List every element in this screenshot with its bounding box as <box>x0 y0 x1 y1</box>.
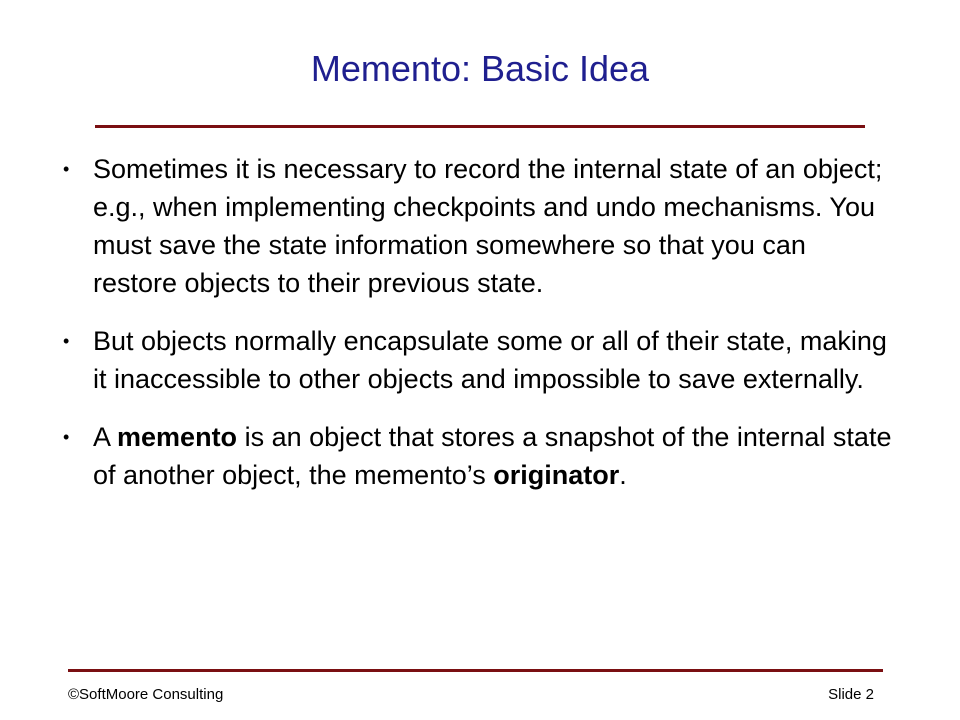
bullet-text-1 <box>93 150 892 302</box>
bullet-list <box>62 150 892 514</box>
bullet-3-text-end: . <box>619 460 627 490</box>
bullet-text-2 <box>93 322 892 398</box>
memento-term: memento <box>117 422 238 452</box>
bullet-dot-icon: • <box>63 427 70 447</box>
bullet-text-3 <box>93 418 892 494</box>
footer-copyright: ©SoftMoore Consulting <box>68 686 224 703</box>
bullet-item-1 <box>62 150 892 302</box>
bullet-dot-icon: • <box>63 159 70 179</box>
footer-divider <box>68 669 883 672</box>
originator-term: originator <box>493 460 620 490</box>
bullet-3-text-middle: is an object that stores a snapshot of the internal state of another object, the memento’s <box>93 422 892 490</box>
slide-number: Slide 2 <box>828 686 874 703</box>
bullet-3-text-start: A <box>93 422 118 452</box>
bullet-1-text: Sometimes it is necessary to record the internal state of an object; e.g., when implementing checkpoints and undo mechanisms. You must save the state information somewhere so that you can restore objects to their previous state. <box>93 154 883 298</box>
bullet-item-2 <box>62 322 892 398</box>
slide-title: Memento: Basic Idea <box>310 48 650 89</box>
bullet-2-text: But objects normally encapsulate some or all of their state, making it inaccessible to other objects and impossible to save externally. <box>93 326 887 394</box>
bullet-item-3 <box>62 418 892 494</box>
bullet-dot-icon: • <box>63 331 70 351</box>
title-divider <box>95 125 865 128</box>
